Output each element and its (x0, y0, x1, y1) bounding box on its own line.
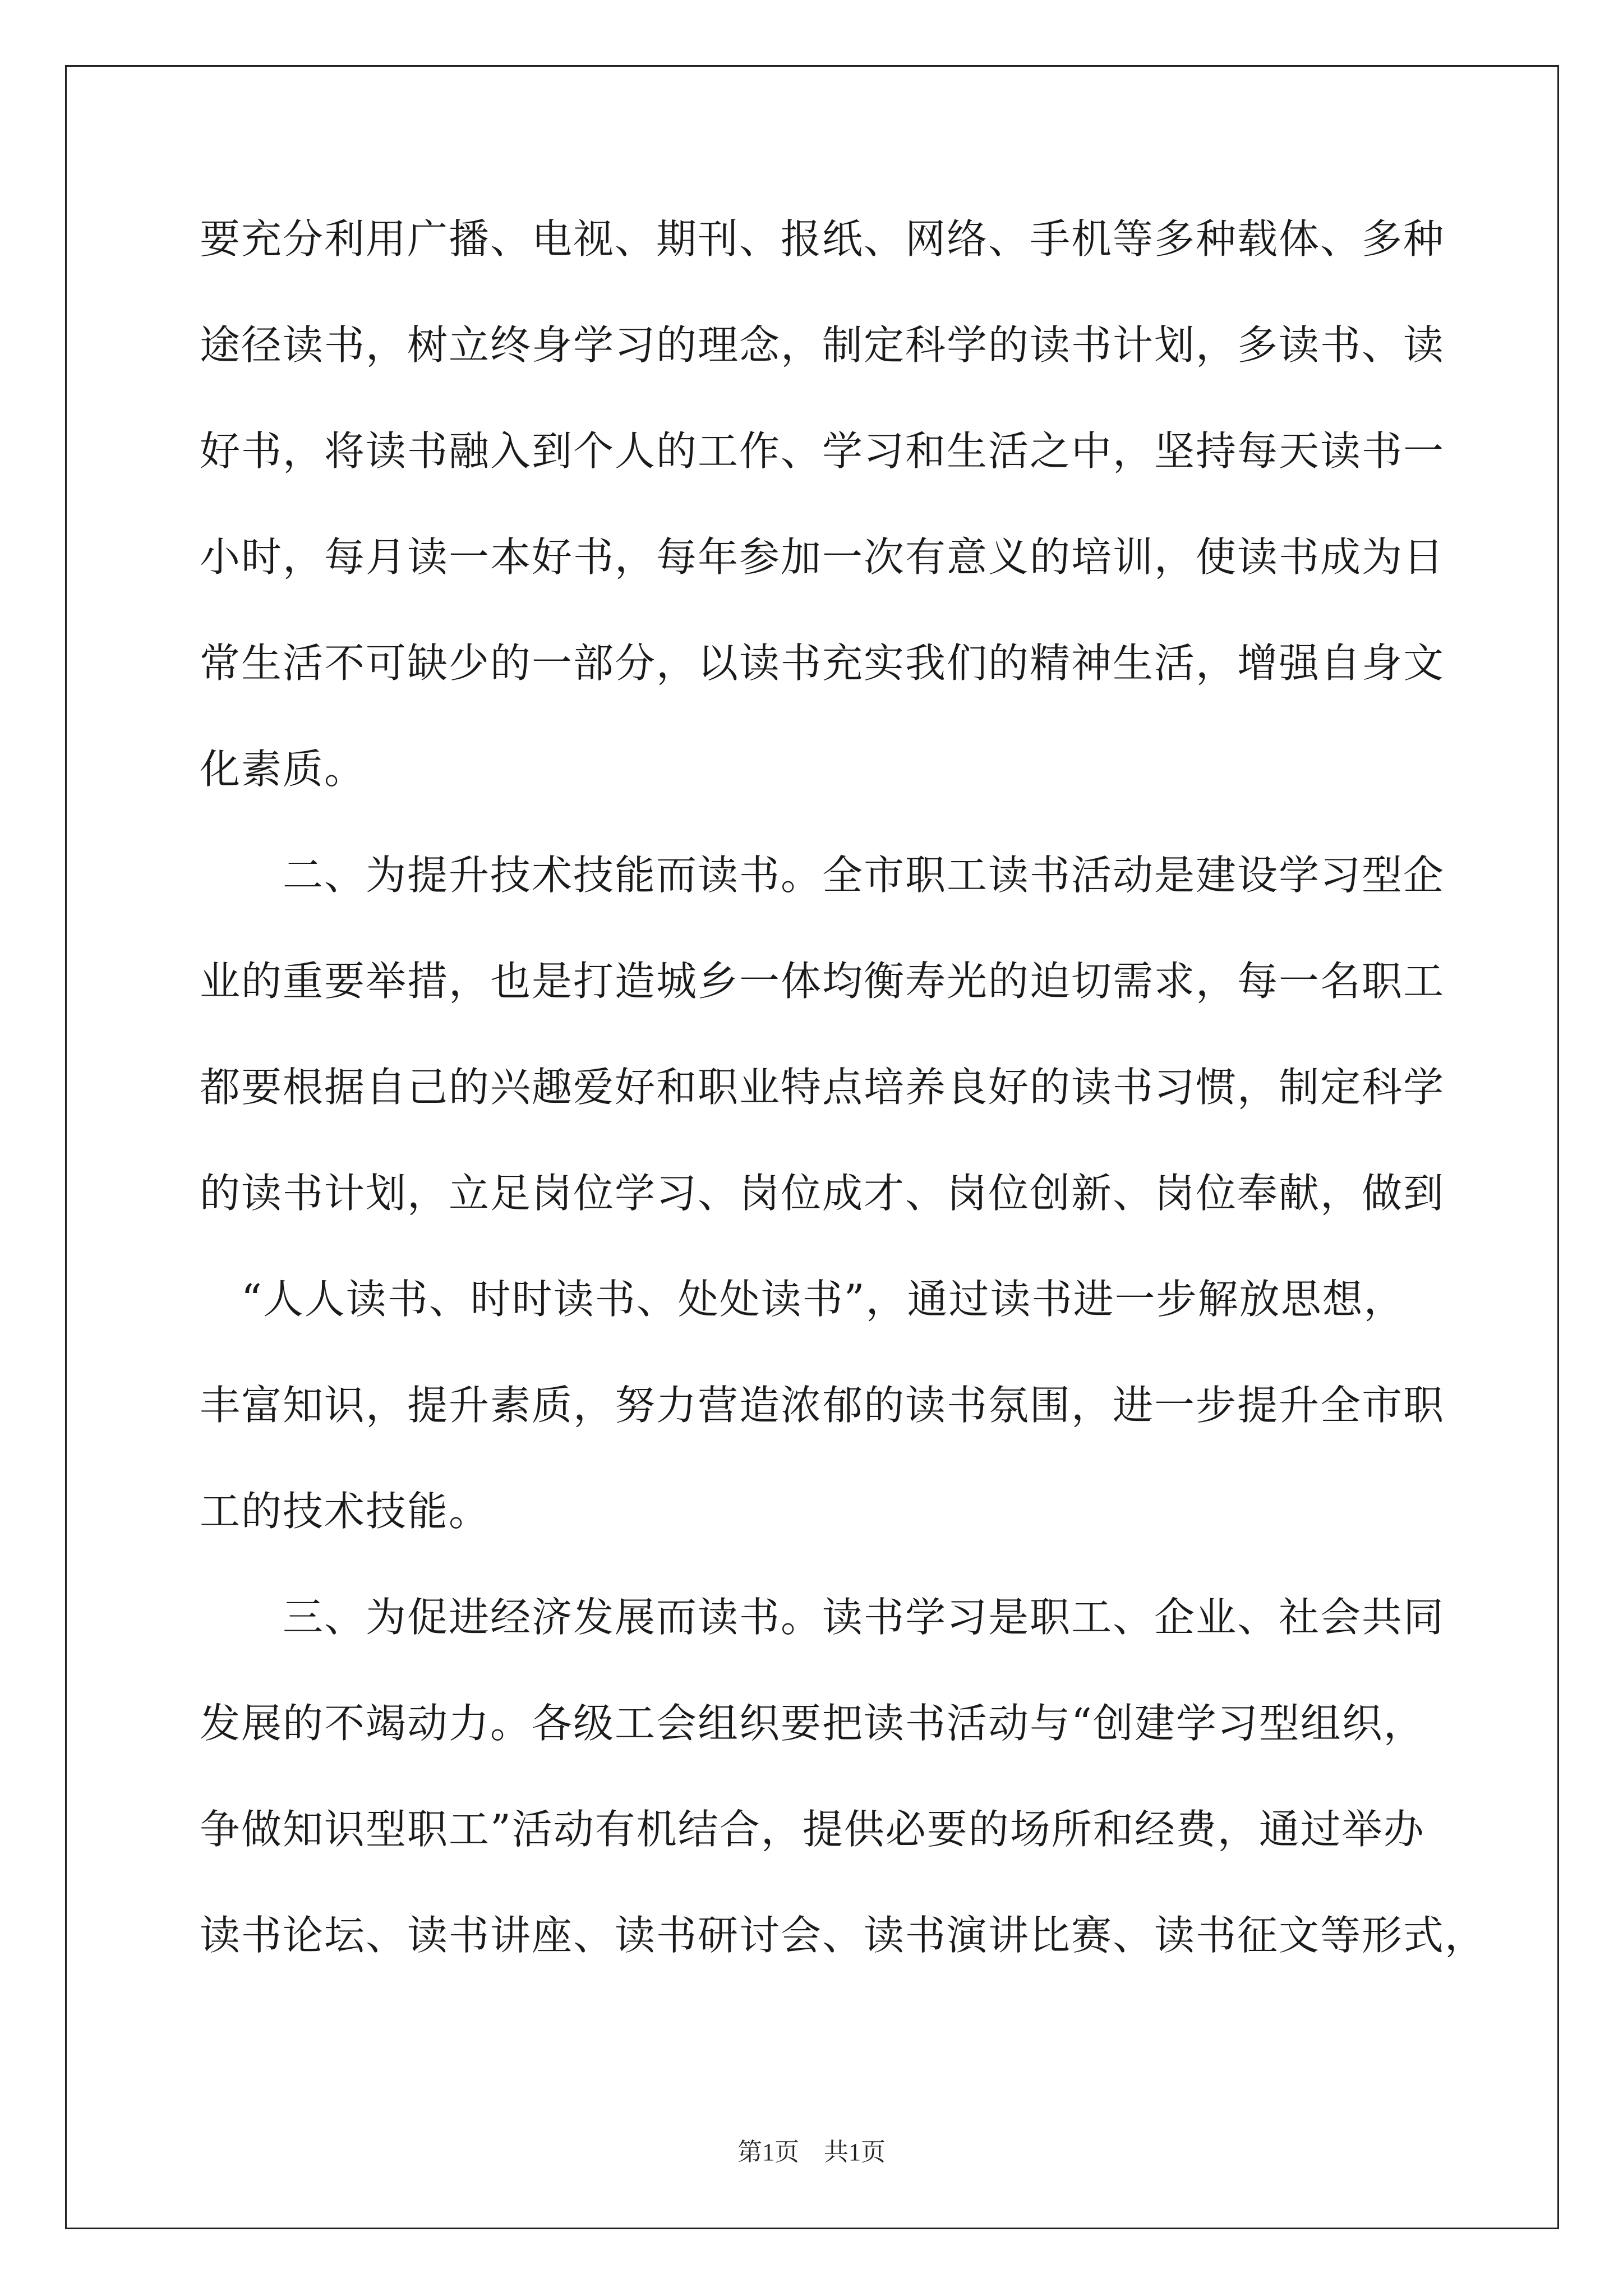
text-line: 二、为提升技术技能而读书。全市职工读书活动是建设学习型企 (200, 852, 1445, 899)
text-line: 途径读书，树立终身学习的理念，制定科学的读书计划，多读书、读 (200, 321, 1445, 369)
text-line: 的读书计划，立足岗位学习、岗位成才、岗位创新、岗位奉献，做到 (200, 1170, 1445, 1217)
text-line: 丰富知识，提升素质，努力营造浓郁的读书氛围，进一步提升全市职 (200, 1382, 1445, 1429)
text-line: 工的技术技能。 (200, 1488, 491, 1535)
text-line: 争做知识型职工”活动有机结合，提供必要的场所和经费，通过举办 (200, 1806, 1425, 1853)
text-line: 要充分利用广播、电视、期刊、报纸、网络、手机等多种载体、多种 (200, 215, 1445, 263)
text-line: 小时，每月读一本好书，每年参加一次有意义的培训，使读书成为日 (200, 533, 1445, 581)
text-line: 化素质。 (200, 746, 366, 793)
text-line: “人人读书、时时读书、处处读书”，通过读书进一步解放思想， (200, 1276, 1405, 1323)
text-line: 读书论坛、读书讲座、读书研讨会、读书演讲比赛、读书征文等形式， (200, 1912, 1487, 1959)
text-line: 业的重要举措，也是打造城乡一体均衡寿光的迫切需求，每一名职工 (200, 958, 1445, 1005)
text-line: 好书，将读书融入到个人的工作、学习和生活之中，坚持每天读书一 (200, 427, 1445, 475)
text-line: 常生活不可缺少的一部分，以读书充实我们的精神生活，增强自身文 (200, 639, 1445, 687)
text-line: 发展的不竭动力。各级工会组织要把读书活动与“创建学习型组织， (200, 1700, 1425, 1747)
document-body (200, 205, 1487, 2008)
text-line: 三、为促进经济发展而读书。读书学习是职工、企业、社会共同 (200, 1594, 1445, 1641)
page-number: 第1页 共1页 (737, 2138, 886, 2166)
text-line: 都要根据自己的兴趣爱好和职业特点培养良好的读书习惯，制定科学 (200, 1064, 1445, 1111)
